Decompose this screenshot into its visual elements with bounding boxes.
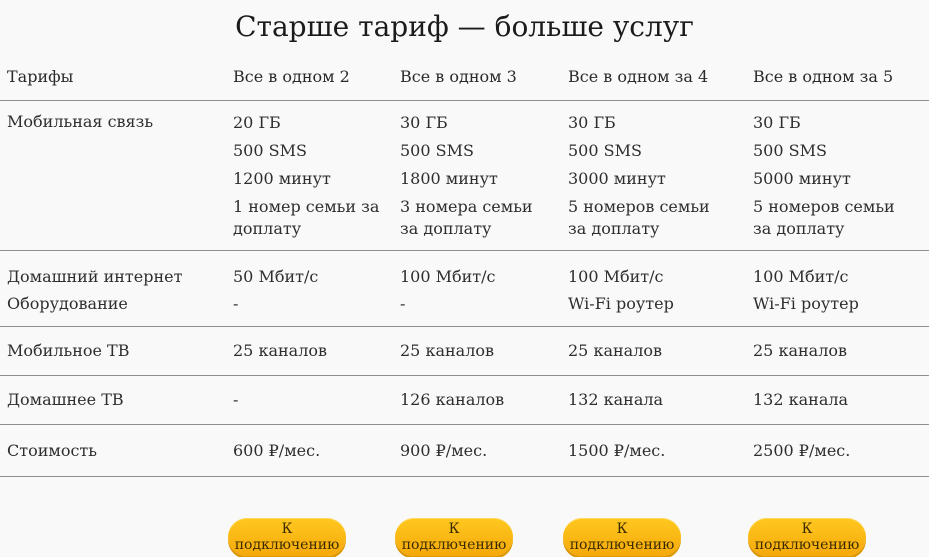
row-home-internet — [0, 251, 929, 327]
mobile-sms-value: 500 SMS — [400, 141, 474, 160]
cell-price-plan-2: 900 ₽/мес. — [400, 441, 488, 460]
cell-button-plan-1 — [233, 518, 400, 556]
cell-internet-plan-2 — [400, 263, 568, 317]
cell-button-plan-3 — [568, 518, 753, 556]
mobile-minutes-value: 3000 минут — [568, 169, 666, 188]
column-header-plan-1: Все в одном 2 — [233, 67, 350, 86]
cell-home-tv-plan-4: 132 канала — [753, 390, 849, 409]
connect-button-plan-3[interactable]: К подключению — [563, 518, 681, 556]
cell-home-tv-plan-3: 132 канала — [568, 390, 664, 409]
equipment-value: - — [400, 294, 406, 313]
cell-button-plan-4 — [753, 518, 929, 556]
mobile-family-value: 5 номеров семьи за доплату — [568, 197, 710, 238]
row-label-equipment-line: Оборудование — [7, 294, 128, 313]
row-home-tv — [0, 376, 929, 425]
cell-mobile-plan-3 — [568, 112, 753, 246]
row-label-internet-line: Домашний интернет — [7, 267, 183, 286]
mobile-minutes-value: 1800 минут — [400, 169, 498, 188]
connect-button-plan-2[interactable]: К подключению — [395, 518, 513, 556]
row-mobile-service — [0, 101, 929, 251]
column-header-plan-4: Все в одном за 5 — [753, 67, 894, 86]
cell-mobile-tv-plan-3: 25 каналов — [568, 341, 662, 360]
internet-speed-value: 100 Мбит/с — [568, 267, 664, 286]
row-connect-buttons — [0, 518, 929, 556]
mobile-data-value: 30 ГБ — [568, 113, 616, 132]
internet-speed-value: 100 Мбит/с — [400, 267, 496, 286]
equipment-value: Wi-Fi роутер — [753, 294, 859, 313]
mobile-minutes-value: 1200 минут — [233, 169, 331, 188]
internet-speed-value: 50 Мбит/с — [233, 267, 319, 286]
buttons-row-spacer — [7, 518, 233, 556]
cell-internet-plan-3 — [568, 263, 753, 317]
row-label-home-internet — [7, 263, 233, 317]
cell-mobile-plan-1 — [233, 112, 400, 246]
mobile-sms-value: 500 SMS — [233, 141, 307, 160]
connect-button-plan-1[interactable]: К подключению — [228, 518, 346, 556]
row-price — [0, 425, 929, 477]
mobile-data-value: 20 ГБ — [233, 113, 281, 132]
column-header-plan-2: Все в одном 3 — [400, 67, 517, 86]
page-title: Старше тариф — больше услуг — [235, 10, 694, 43]
mobile-sms-value: 500 SMS — [568, 141, 642, 160]
mobile-family-value: 3 номера семьи за доплату — [400, 197, 533, 238]
cell-internet-plan-4 — [753, 263, 929, 317]
row-label-home-tv: Домашнее ТВ — [7, 390, 124, 409]
mobile-sms-value: 500 SMS — [753, 141, 827, 160]
mobile-data-value: 30 ГБ — [753, 113, 801, 132]
cell-price-plan-4: 2500 ₽/мес. — [753, 441, 851, 460]
cell-home-tv-plan-1: - — [233, 390, 239, 409]
row-label-mobile-tv: Мобильное ТВ — [7, 341, 130, 360]
row-mobile-tv — [0, 327, 929, 376]
column-header-tariffs: Тарифы — [7, 67, 74, 86]
mobile-family-value: 1 номер семьи за доплату — [233, 197, 380, 238]
mobile-data-value: 30 ГБ — [400, 113, 448, 132]
cell-mobile-tv-plan-1: 25 каналов — [233, 341, 327, 360]
cell-mobile-tv-plan-2: 25 каналов — [400, 341, 494, 360]
cell-internet-plan-1 — [233, 263, 400, 317]
cell-mobile-plan-4 — [753, 112, 929, 246]
row-label-price: Стоимость — [7, 441, 97, 460]
connect-button-plan-4[interactable]: К подключению — [748, 518, 866, 556]
mobile-minutes-value: 5000 минут — [753, 169, 851, 188]
equipment-value: - — [233, 294, 239, 313]
column-header-plan-3: Все в одном за 4 — [568, 67, 709, 86]
cell-mobile-tv-plan-4: 25 каналов — [753, 341, 847, 360]
internet-speed-value: 100 Мбит/с — [753, 267, 849, 286]
cell-button-plan-2 — [400, 518, 568, 556]
mobile-family-value: 5 номеров семьи за доплату — [753, 197, 895, 238]
row-label-mobile-service: Мобильная связь — [7, 112, 154, 131]
equipment-value: Wi-Fi роутер — [568, 294, 674, 313]
cell-mobile-plan-2 — [400, 112, 568, 246]
cell-price-plan-3: 1500 ₽/мес. — [568, 441, 666, 460]
tariff-comparison-table — [0, 55, 929, 556]
cell-home-tv-plan-2: 126 каналов — [400, 390, 505, 409]
table-header-row — [0, 55, 929, 101]
cell-price-plan-1: 600 ₽/мес. — [233, 441, 321, 460]
